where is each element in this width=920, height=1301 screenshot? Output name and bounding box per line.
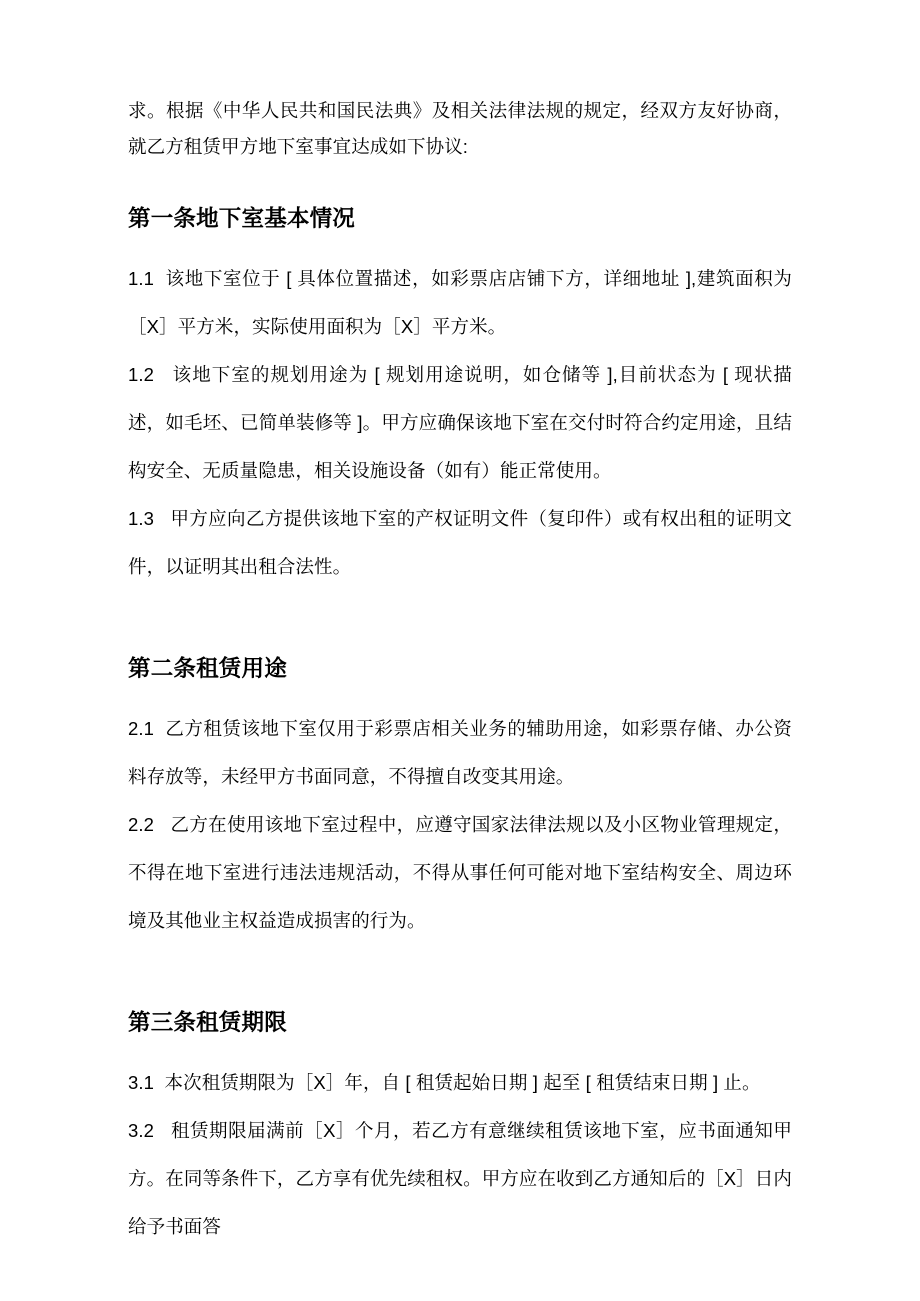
clause-text-3-1: 本次租赁期限为［X］年，自 [ 租赁起始日期 ] 起至 [ 租赁结束日期 ] 止。 xyxy=(164,1072,761,1093)
clause-1-3 xyxy=(128,495,792,591)
section-heading-3: 第三条租赁期限 xyxy=(128,1010,287,1035)
clause-3-1 xyxy=(128,1038,792,1107)
clause-number-2-2: 2.2 xyxy=(128,814,155,835)
clause-number-1-1: 1.1 xyxy=(128,268,155,289)
clause-text-2-2: 乙方在使用该地下室过程中，应遵守国家法律法规以及小区物业管理规定，不得在地下室进行违法违规活动，不得从事任何可能对地下室结构安全、周边环境及其他业主权益造成损害的行为。 xyxy=(128,814,792,931)
clause-number-1-3: 1.3 xyxy=(128,508,155,529)
clause-2-2 xyxy=(128,801,792,945)
clause-number-3-1: 3.1 xyxy=(128,1072,155,1093)
intro-paragraph: 求。根据《中华人民共和国民法典》及相关法律法规的规定，经双方友好协商，就乙方租赁甲方地下室事宜达成如下协议: xyxy=(128,100,792,157)
clause-number-2-1: 2.1 xyxy=(128,718,155,739)
clause-2-1 xyxy=(128,684,792,801)
document-body xyxy=(128,0,792,1251)
clause-1-1 xyxy=(128,234,792,351)
clause-text-3-2: 租赁期限届满前［X］个月，若乙方有意继续租赁该地下室，应书面通知甲方。在同等条件下，乙方享有优先续租权。甲方应在收到乙方通知后的［X］日内给予书面答 xyxy=(128,1120,792,1237)
clause-1-2 xyxy=(128,351,792,495)
clause-text-1-3: 甲方应向乙方提供该地下室的产权证明文件（复印件）或有权出租的证明文件，以证明其出租合法性。 xyxy=(128,508,792,577)
clause-number-3-2: 3.2 xyxy=(128,1120,155,1141)
clause-number-1-2: 1.2 xyxy=(128,364,155,385)
clause-text-2-1: 乙方租赁该地下室仅用于彩票店相关业务的辅助用途，如彩票存储、办公资料存放等，未经甲方书面同意，不得擅自改变其用途。 xyxy=(128,718,792,787)
section-heading-1: 第一条地下室基本情况 xyxy=(128,206,356,231)
clause-3-2 xyxy=(128,1107,792,1251)
section-heading-2: 第二条租赁用途 xyxy=(128,656,287,681)
clause-text-1-1: 该地下室位于 [ 具体位置描述，如彩票店店铺下方，详细地址 ],建筑面积为［X］平方米，实际使用面积为［X］平方米。 xyxy=(128,268,792,337)
clause-text-1-2: 该地下室的规划用途为 [ 规划用途说明，如仓储等 ],目前状态为 [ 现状描述，如毛坯、已简单装修等 ]。甲方应确保该地下室在交付时符合约定用途，且结构安全、无质量隐患，相关设施设备（如有）能正常使用。 xyxy=(128,364,792,481)
